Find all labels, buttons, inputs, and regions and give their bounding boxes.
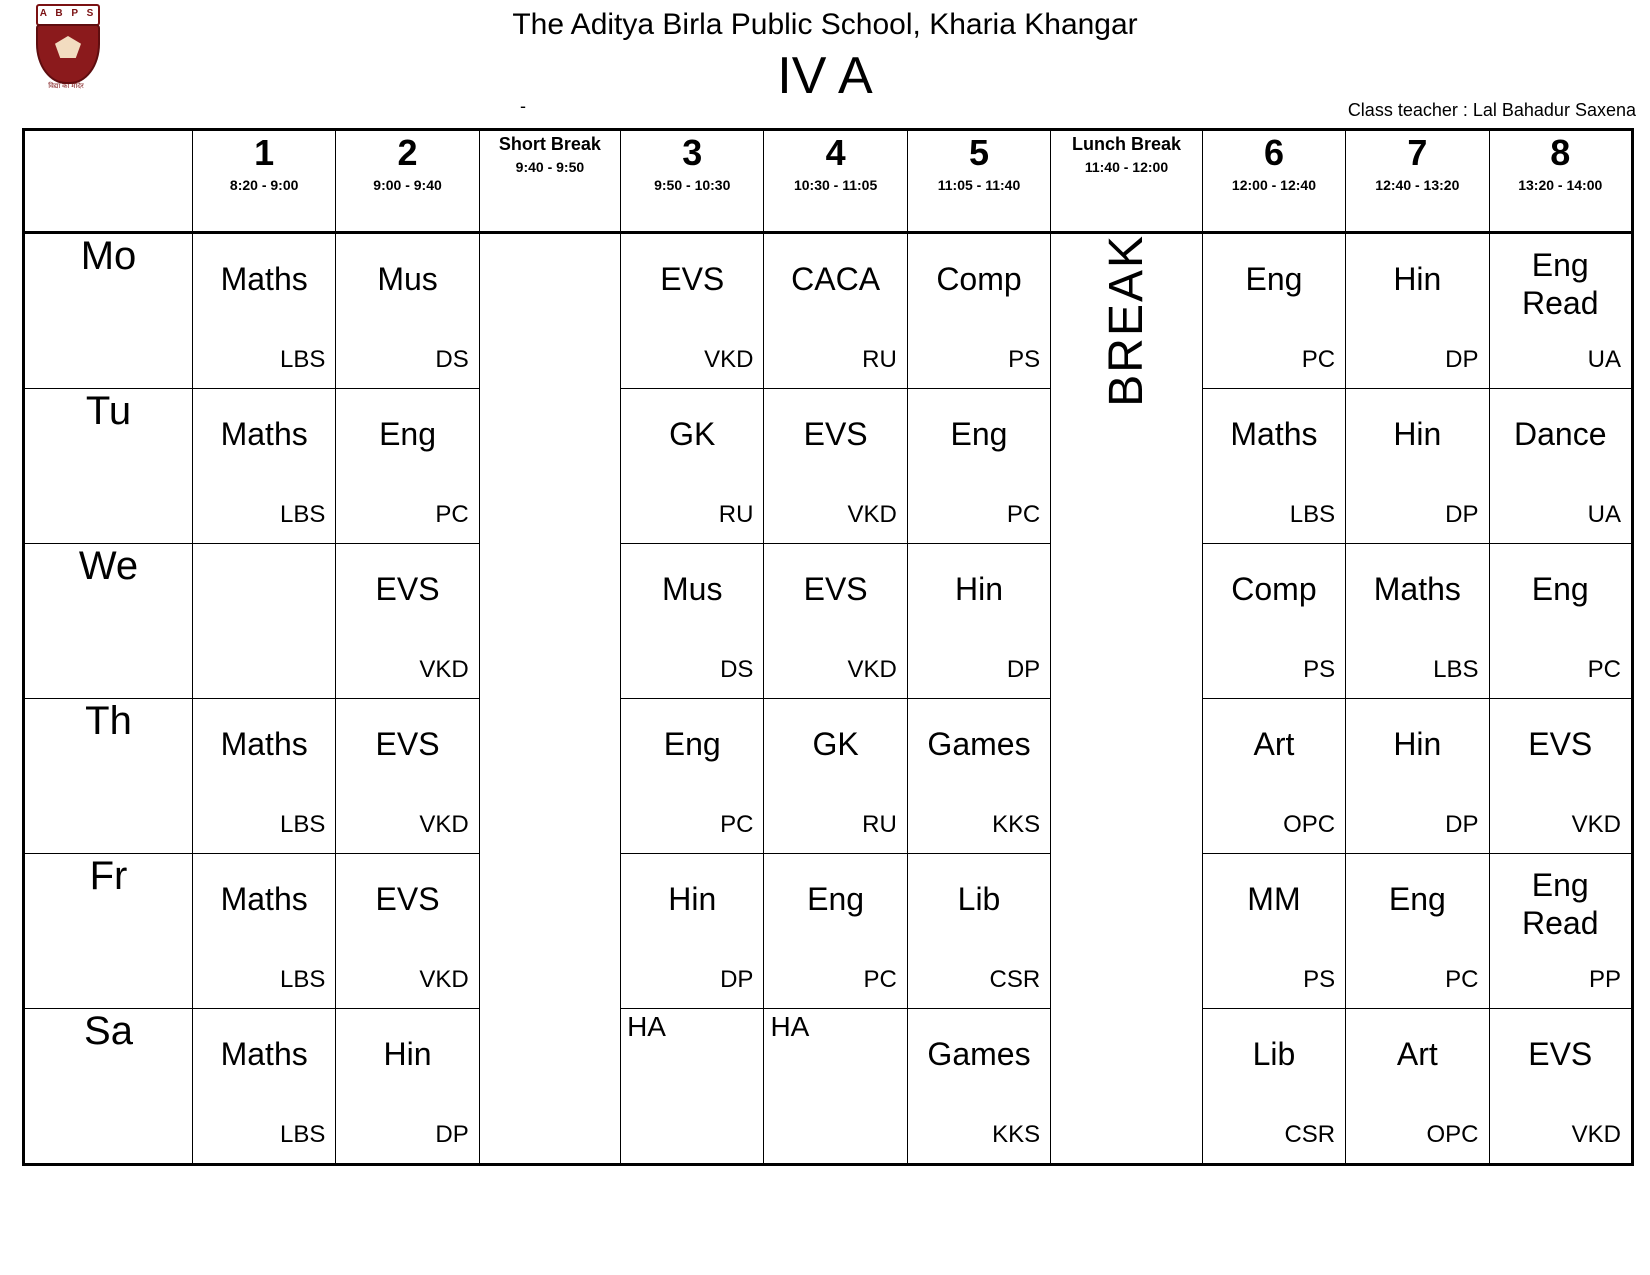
teacher-code: UA bbox=[1587, 346, 1621, 373]
teacher-code: KKS bbox=[992, 811, 1041, 838]
teacher-code: KKS bbox=[992, 1121, 1041, 1148]
subject: Hin bbox=[668, 881, 717, 917]
subject: Hin bbox=[1393, 416, 1442, 452]
slot-th-3[interactable] bbox=[621, 699, 764, 854]
subject: EVS bbox=[1528, 726, 1593, 762]
teacher-code: RU bbox=[718, 501, 754, 528]
subject: Maths bbox=[1373, 571, 1461, 607]
slot-mo-3[interactable] bbox=[621, 233, 764, 389]
subject: Hin bbox=[383, 1036, 432, 1072]
slot-we-7[interactable] bbox=[1346, 544, 1489, 699]
teacher-code: PC bbox=[720, 811, 754, 838]
teacher-code: LBS bbox=[279, 811, 326, 838]
teacher-code: VKD bbox=[704, 346, 754, 373]
slot-th-5[interactable] bbox=[907, 699, 1050, 854]
subject: Comp bbox=[1231, 571, 1317, 607]
column-header-4 bbox=[764, 130, 907, 233]
table-row bbox=[24, 1009, 1633, 1165]
half-day-note: HA bbox=[627, 1011, 666, 1042]
slot-fr-6[interactable] bbox=[1202, 854, 1345, 1009]
slot-fr-5[interactable] bbox=[907, 854, 1050, 1009]
subject: Hin bbox=[1393, 726, 1442, 762]
table-row bbox=[24, 854, 1633, 1009]
slot-fr-1[interactable] bbox=[192, 854, 335, 1009]
day-label-we: We bbox=[24, 544, 193, 699]
column-header-7 bbox=[1346, 130, 1489, 233]
subject: Maths bbox=[220, 1036, 308, 1072]
slot-sa-6[interactable] bbox=[1202, 1009, 1345, 1165]
period-number-4: 4 bbox=[825, 132, 846, 173]
teacher-code: DP bbox=[1445, 501, 1479, 528]
column-header-1 bbox=[192, 130, 335, 233]
break-text: BREAK bbox=[1099, 234, 1153, 407]
teacher-code: LBS bbox=[1289, 501, 1336, 528]
slot-we-5[interactable] bbox=[907, 544, 1050, 699]
slot-sa-3[interactable] bbox=[621, 1009, 764, 1165]
teacher-code: RU bbox=[862, 811, 897, 838]
period-number-5: 5 bbox=[968, 132, 990, 173]
class-teacher-label: Class teacher : Lal Bahadur Saxena bbox=[1347, 100, 1636, 120]
period-number-2: 2 bbox=[397, 132, 418, 173]
column-header-3 bbox=[621, 130, 764, 233]
period-time-2: 9:00 - 9:40 bbox=[373, 177, 442, 193]
teacher-code: PP bbox=[1588, 966, 1621, 993]
day-label-tu: Tu bbox=[24, 389, 193, 544]
teacher-code: PC bbox=[435, 501, 469, 528]
slot-we-2[interactable] bbox=[336, 544, 479, 699]
teacher-code: DP bbox=[1445, 346, 1479, 373]
short-break-label: Short Break bbox=[498, 134, 601, 154]
slot-sa-5[interactable] bbox=[907, 1009, 1050, 1165]
subject: Comp bbox=[936, 261, 1022, 297]
slot-fr-2[interactable] bbox=[336, 854, 479, 1009]
teacher-code: OPC bbox=[1283, 811, 1336, 838]
period-number-1: 1 bbox=[254, 132, 275, 173]
column-header-lunch-break bbox=[1051, 130, 1203, 233]
teacher-code: DP bbox=[1445, 811, 1479, 838]
subject: GK bbox=[669, 416, 716, 452]
subject: EVS bbox=[803, 571, 868, 607]
teacher-code: PC bbox=[1006, 501, 1041, 528]
teacher-code: DP bbox=[435, 1121, 469, 1148]
slot-sa-2[interactable] bbox=[336, 1009, 479, 1165]
slot-tu-7[interactable] bbox=[1346, 389, 1489, 544]
period-time-5: 11:05 - 11:40 bbox=[937, 177, 1021, 193]
subject: Eng Read bbox=[1522, 867, 1599, 941]
teacher-code: OPC bbox=[1426, 1121, 1479, 1148]
subject: EVS bbox=[375, 726, 440, 762]
slot-tu-5[interactable] bbox=[907, 389, 1050, 544]
day-label-th: Th bbox=[24, 699, 193, 854]
period-number-6: 6 bbox=[1263, 132, 1284, 173]
slot-tu-3[interactable] bbox=[621, 389, 764, 544]
day-label-sa: Sa bbox=[24, 1009, 193, 1165]
subject: EVS bbox=[375, 881, 440, 917]
subject: Maths bbox=[220, 881, 308, 917]
slot-mo-1[interactable] bbox=[192, 233, 335, 389]
short-break-time: 9:40 - 9:50 bbox=[515, 159, 585, 175]
slot-tu-4[interactable] bbox=[764, 389, 907, 544]
teacher-code: VKD bbox=[1571, 811, 1621, 838]
slot-th-7[interactable] bbox=[1346, 699, 1489, 854]
slot-mo-5[interactable] bbox=[907, 233, 1050, 389]
subject: Eng bbox=[1245, 261, 1303, 297]
teacher-code: DP bbox=[1006, 656, 1041, 683]
column-header-8 bbox=[1489, 130, 1632, 233]
period-number-8: 8 bbox=[1550, 132, 1571, 173]
slot-th-1[interactable] bbox=[192, 699, 335, 854]
slot-we-1[interactable] bbox=[192, 544, 335, 699]
subject: Lib bbox=[957, 881, 1001, 917]
subject: Games bbox=[927, 726, 1031, 762]
slot-we-8[interactable] bbox=[1489, 544, 1632, 699]
subject: Games bbox=[927, 1036, 1031, 1072]
teacher-code: VKD bbox=[847, 656, 897, 683]
slot-sa-4[interactable] bbox=[764, 1009, 907, 1165]
subject: Eng bbox=[950, 416, 1008, 452]
teacher-code: LBS bbox=[279, 346, 326, 373]
subject: Eng bbox=[1531, 571, 1589, 607]
column-header-6 bbox=[1202, 130, 1345, 233]
logo-abps-text: A B P S bbox=[36, 4, 100, 26]
teacher-code: UA bbox=[1587, 501, 1621, 528]
subject: Mus bbox=[662, 571, 723, 607]
teacher-code: PS bbox=[1303, 966, 1336, 993]
teacher-code: RU bbox=[862, 346, 897, 373]
period-time-7: 12:40 - 13:20 bbox=[1375, 177, 1460, 193]
subject: Art bbox=[1253, 726, 1295, 762]
subject: Eng bbox=[1388, 881, 1446, 917]
teacher-code: PS bbox=[1303, 656, 1336, 683]
subject: Hin bbox=[1393, 261, 1442, 297]
slot-mo-4[interactable] bbox=[764, 233, 907, 389]
teacher-code: CSR bbox=[1284, 1121, 1336, 1148]
slot-th-4[interactable] bbox=[764, 699, 907, 854]
teacher-code: VKD bbox=[847, 501, 897, 528]
teacher-code: PC bbox=[863, 966, 897, 993]
teacher-code: PC bbox=[1301, 346, 1336, 373]
subject: Maths bbox=[1230, 416, 1318, 452]
page-header bbox=[0, 0, 1650, 128]
header-row bbox=[24, 130, 1633, 233]
slot-mo-6[interactable] bbox=[1202, 233, 1345, 389]
lunch-break-time: 11:40 - 12:00 bbox=[1084, 159, 1169, 175]
subject: Maths bbox=[220, 261, 308, 297]
column-header-short-break bbox=[479, 130, 620, 233]
slot-we-6[interactable] bbox=[1202, 544, 1345, 699]
header-dash: - bbox=[520, 96, 526, 116]
teacher-code: LBS bbox=[279, 966, 326, 993]
table-row bbox=[24, 544, 1633, 699]
slot-sa-8[interactable] bbox=[1489, 1009, 1632, 1165]
teacher-code: PC bbox=[1587, 656, 1621, 683]
school-name: The Aditya Birla Public School, Kharia Khangar bbox=[512, 8, 1138, 41]
logo-motto-text: विद्या का मंदिर bbox=[48, 83, 84, 90]
slot-mo-2[interactable] bbox=[336, 233, 479, 389]
teacher-code: VKD bbox=[1571, 1121, 1621, 1148]
teacher-code: LBS bbox=[279, 1121, 326, 1148]
slot-mo-7[interactable] bbox=[1346, 233, 1489, 389]
teacher-code: DS bbox=[435, 346, 469, 373]
slot-tu-2[interactable] bbox=[336, 389, 479, 544]
teacher-code: LBS bbox=[279, 501, 326, 528]
subject: Eng bbox=[379, 416, 437, 452]
period-time-1: 8:20 - 9:00 bbox=[229, 177, 299, 193]
table-row bbox=[24, 699, 1633, 854]
teacher-code: PS bbox=[1008, 346, 1041, 373]
subject: Lib bbox=[1252, 1036, 1296, 1072]
subject: Maths bbox=[220, 726, 308, 762]
slot-fr-4[interactable] bbox=[764, 854, 907, 1009]
timetable bbox=[22, 128, 1634, 1166]
slot-th-2[interactable] bbox=[336, 699, 479, 854]
subject: MM bbox=[1247, 881, 1301, 917]
period-number-3: 3 bbox=[682, 132, 703, 173]
slot-tu-8[interactable] bbox=[1489, 389, 1632, 544]
period-time-3: 9:50 - 10:30 bbox=[654, 177, 731, 193]
slot-tu-1[interactable] bbox=[192, 389, 335, 544]
period-time-4: 10:30 - 11:05 bbox=[793, 177, 878, 193]
table-row bbox=[24, 233, 1633, 389]
teacher-code: VKD bbox=[419, 656, 469, 683]
slot-tu-6[interactable] bbox=[1202, 389, 1345, 544]
slot-sa-7[interactable] bbox=[1346, 1009, 1489, 1165]
subject: EVS bbox=[1528, 1036, 1593, 1072]
subject: EVS bbox=[375, 571, 440, 607]
slot-fr-8[interactable] bbox=[1489, 854, 1632, 1009]
lunch-break-label: Lunch Break bbox=[1071, 134, 1181, 154]
lunch-break-column bbox=[1051, 233, 1203, 1165]
teacher-code: LBS bbox=[1433, 656, 1479, 683]
half-day-note: HA bbox=[770, 1011, 810, 1042]
teacher-code: DP bbox=[720, 966, 754, 993]
subject: EVS bbox=[803, 416, 868, 452]
page-title: IV A bbox=[777, 47, 873, 105]
subject: Mus bbox=[377, 261, 438, 297]
subject: CACA bbox=[791, 261, 881, 297]
period-number-7: 7 bbox=[1407, 132, 1428, 173]
slot-th-6[interactable] bbox=[1202, 699, 1345, 854]
subject: Eng bbox=[663, 726, 721, 762]
subject: GK bbox=[812, 726, 859, 762]
slot-fr-3[interactable] bbox=[621, 854, 764, 1009]
teacher-code: VKD bbox=[419, 966, 469, 993]
teacher-code: PC bbox=[1445, 966, 1479, 993]
column-header-5 bbox=[907, 130, 1050, 233]
table-row bbox=[24, 389, 1633, 544]
slot-we-4[interactable] bbox=[764, 544, 907, 699]
slot-mo-8[interactable] bbox=[1489, 233, 1632, 389]
subject: Art bbox=[1396, 1036, 1438, 1072]
subject: Eng bbox=[807, 881, 865, 917]
subject: Hin bbox=[954, 571, 1003, 607]
column-header-2 bbox=[336, 130, 479, 233]
slot-sa-1[interactable] bbox=[192, 1009, 335, 1165]
slot-th-8[interactable] bbox=[1489, 699, 1632, 854]
teacher-code: VKD bbox=[419, 811, 469, 838]
period-time-6: 12:00 - 12:40 bbox=[1231, 177, 1316, 193]
subject: EVS bbox=[660, 261, 725, 297]
corner-cell bbox=[24, 130, 193, 233]
subject: Eng Read bbox=[1522, 247, 1599, 321]
teacher-code: DS bbox=[720, 656, 754, 683]
day-label-fr: Fr bbox=[24, 854, 193, 1009]
period-time-8: 13:20 - 14:00 bbox=[1518, 177, 1603, 193]
day-label-mo: Mo bbox=[24, 233, 193, 389]
short-break-column bbox=[479, 233, 620, 1165]
teacher-code: CSR bbox=[989, 966, 1041, 993]
subject: Dance bbox=[1514, 416, 1607, 452]
slot-fr-7[interactable] bbox=[1346, 854, 1489, 1009]
subject: Maths bbox=[220, 416, 308, 452]
slot-we-3[interactable] bbox=[621, 544, 764, 699]
